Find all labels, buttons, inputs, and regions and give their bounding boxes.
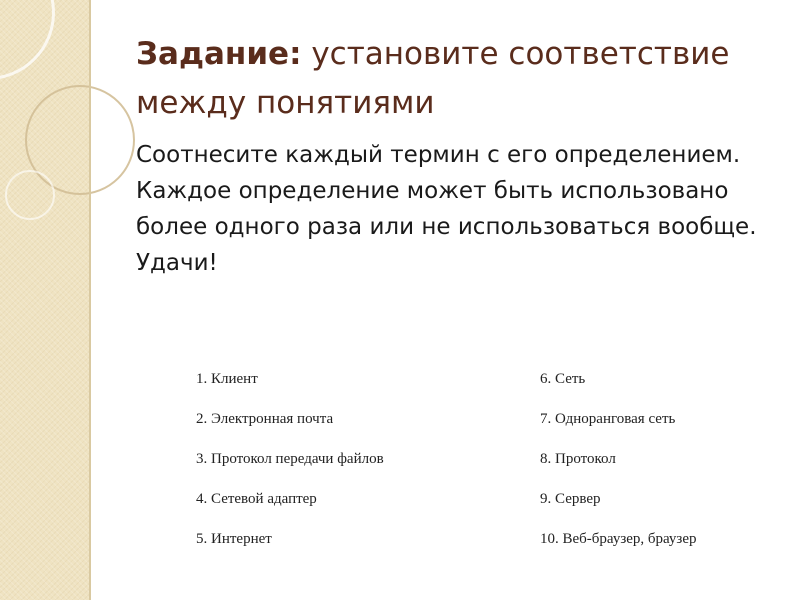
term-item: 7. Одноранговая сеть <box>540 411 676 427</box>
instructions-text: Соотнесите каждый термин с его определением. Каждое определение может быть использовано более одного раза или не использоваться вообще. Удачи! <box>136 142 757 276</box>
decorative-ring-icon <box>5 170 55 220</box>
term-item: 2. Электронная почта <box>196 411 334 427</box>
term-item: 5. Интернет <box>196 531 272 547</box>
term-item: 6. Сеть <box>540 371 586 387</box>
band-divider <box>89 0 91 600</box>
term-item: 1. Клиент <box>196 371 258 387</box>
decorative-side-band <box>0 0 90 600</box>
title-rest-part: установите соответствие между понятиями <box>136 36 730 121</box>
term-item: 4. Сетевой адаптер <box>196 491 317 507</box>
title-bold-part: Задание: <box>136 36 302 72</box>
decorative-ring-icon <box>0 0 55 80</box>
term-item: 9. Сервер <box>540 491 601 507</box>
term-item: 8. Протокол <box>540 451 616 467</box>
term-item: 10. Веб-браузер, браузер <box>540 531 697 547</box>
slide-title <box>136 30 776 128</box>
term-item: 3. Протокол передачи файлов <box>196 451 384 467</box>
